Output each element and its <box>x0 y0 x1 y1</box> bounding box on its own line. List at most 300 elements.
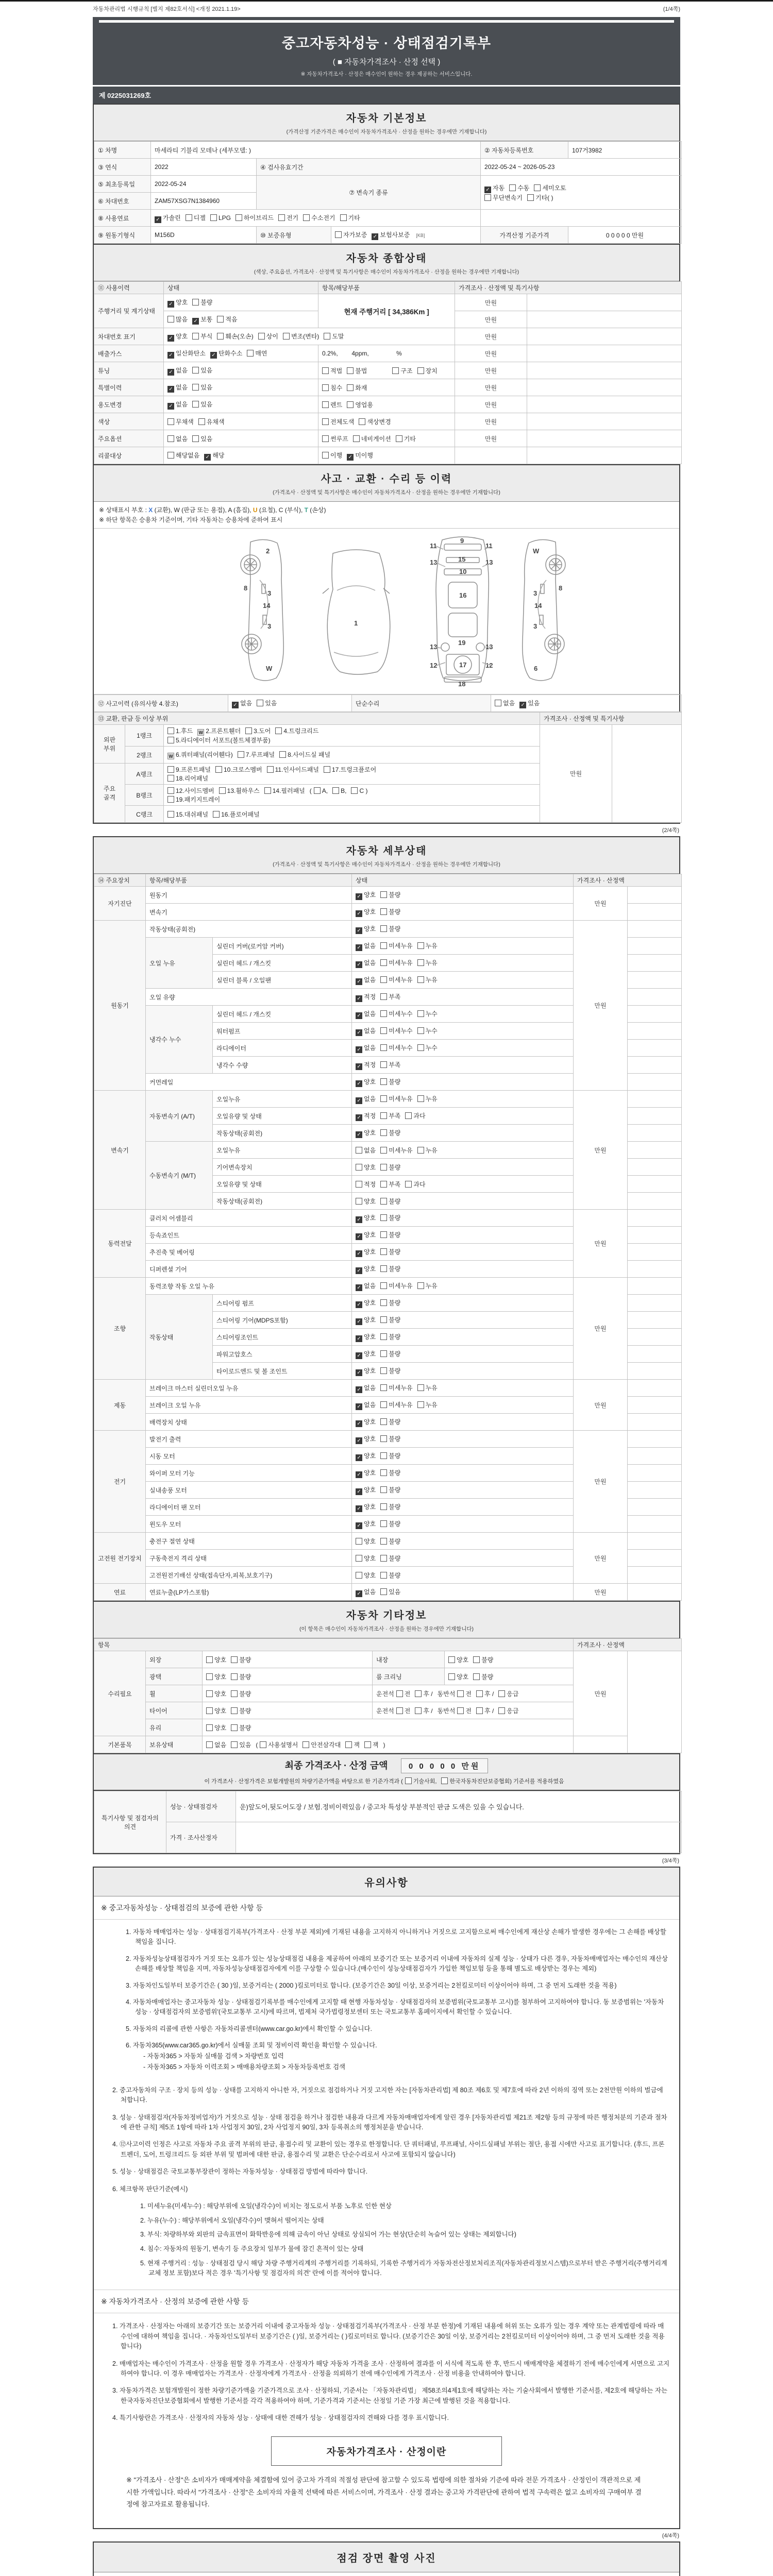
item-cell: 기어변속장치 <box>213 1159 352 1176</box>
option-label: 없음 <box>364 1401 376 1409</box>
checkbox-icon <box>303 1741 309 1748</box>
glass-label: 유리 <box>146 1719 203 1736</box>
checkbox-icon <box>448 1656 455 1663</box>
detail-col-state: 상태 <box>352 874 574 887</box>
remark-cell <box>527 430 682 447</box>
notice-item: 2. 자동차성능상태점검자가 거짓 또는 오류가 있는 성능상태점검 내용을 제공하여 아래의 보증기간 또는 보증거리 이내에 자동차의 실제 성능 · 상태가 다른 경우, 자동차매매업자는 매수인의 재산상 손해를 배상할 책임을 지며, 자동차성능상태점검자에게 이를 구상할 수 있습니다.(매수인이 성능상태점검자가 가입한 책임보험 등을 통해 별도로 배상받는 경우는 제외) <box>126 1955 668 1973</box>
option-label: 없음 <box>176 383 188 391</box>
option <box>380 1502 400 1511</box>
option-label: 양호 <box>364 1554 376 1562</box>
checkbox-icon <box>380 1078 387 1085</box>
checkbox-icon <box>415 1707 422 1714</box>
option <box>380 1485 400 1494</box>
remark-cell <box>628 1482 682 1499</box>
remark-cell <box>628 1397 682 1414</box>
legend-segment: C <box>278 506 283 514</box>
option-label: 응급 <box>507 1690 519 1698</box>
option <box>167 332 188 342</box>
document-number: 제 0225031269호 <box>93 87 680 104</box>
svg-text:12: 12 <box>485 662 493 669</box>
option-label: LPG <box>218 214 231 222</box>
fuel-label: ⑧ 사용연료 <box>94 210 151 227</box>
option-label: 구조 <box>400 367 413 375</box>
option-label: 장치 <box>425 367 438 375</box>
notice-item: 4. 특기사항란은 가격조사 · 산정자의 자동차 성능 · 상태에 대한 견해가 성능 · 상태점검자의 견해와 다를 경우 표시합니다. <box>112 2414 449 2421</box>
option-label: 상이 <box>266 332 278 340</box>
checkbox-icon <box>322 418 329 425</box>
svg-text:W: W <box>533 547 540 555</box>
state-cell <box>352 1431 574 1448</box>
option-label: 무단변속기 <box>493 194 523 201</box>
option-label: 6.쿼터패널(리어휀다) <box>176 751 233 758</box>
checkbox-icon <box>380 1044 387 1051</box>
state-cell <box>352 1584 574 1601</box>
checkbox-icon <box>206 1741 213 1748</box>
section-basic-head <box>94 105 679 141</box>
price-cell: 만원 <box>574 1533 628 1584</box>
option <box>167 434 188 443</box>
checkbox-icon <box>417 1095 424 1102</box>
option <box>356 1230 376 1240</box>
option <box>192 315 212 325</box>
checkbox-icon <box>417 1044 424 1051</box>
checkbox-icon: ✓ <box>356 1318 362 1325</box>
option-label: 기타( ) <box>535 194 553 201</box>
checkbox-icon <box>380 1282 387 1289</box>
option-label: 불량 <box>389 1163 401 1171</box>
price-cell: 만원 <box>574 1584 628 1601</box>
option-label: 훼손(오손) <box>225 332 254 340</box>
option-label: 양호 <box>457 1656 469 1664</box>
option-label: 양호 <box>364 1197 376 1205</box>
checkbox-icon: ✓ <box>232 702 239 708</box>
checkbox-icon <box>417 942 424 949</box>
checkbox-icon <box>167 796 174 803</box>
state-cell <box>352 972 574 989</box>
item-cell: 와이퍼 모터 기능 <box>146 1465 352 1482</box>
overall-col-state: 상태 <box>164 282 318 294</box>
rankA-label: A랭크 <box>125 764 164 785</box>
option <box>380 1468 400 1477</box>
option <box>356 992 376 1002</box>
special-history-options <box>164 379 318 396</box>
remark-cell <box>628 1414 682 1431</box>
option <box>345 1740 360 1749</box>
option-label: 자가보증 <box>343 231 367 239</box>
option-label: 양호 <box>364 1486 376 1494</box>
checkbox-icon <box>380 1520 387 1527</box>
engine-type-value: M156D <box>151 227 257 244</box>
checkbox-icon <box>534 184 541 191</box>
option-label: 불량 <box>389 1503 401 1511</box>
checkbox-icon <box>380 1010 387 1017</box>
color-options <box>164 413 318 430</box>
option <box>356 1468 376 1478</box>
checkbox-icon <box>380 1265 387 1272</box>
option <box>356 1434 376 1444</box>
checkbox-icon <box>380 1129 387 1136</box>
checkbox-icon <box>380 1538 387 1545</box>
option <box>396 434 416 443</box>
rank1-line2 <box>167 736 536 744</box>
checkbox-icon <box>356 1555 362 1562</box>
option-label: 양호 <box>364 1452 376 1460</box>
price-cell <box>455 447 527 464</box>
checkbox-icon <box>396 1707 403 1714</box>
checkbox-icon <box>380 1503 387 1510</box>
checkbox-icon <box>417 367 424 374</box>
option-label: 없음 <box>364 959 376 967</box>
option-label: 안전삼각대 <box>311 1741 341 1749</box>
item-cell: 충전구 절연 상태 <box>146 1533 352 1550</box>
page-meta <box>93 2 680 17</box>
option <box>356 1026 376 1036</box>
checkbox-icon <box>473 1656 480 1663</box>
option <box>231 1723 251 1732</box>
state-cell <box>352 1176 574 1193</box>
state-cell <box>352 1380 574 1397</box>
option-label: 8.사이드실 패널 <box>288 751 331 758</box>
state-cell <box>352 1142 574 1159</box>
legend-segment: ※ 상태표시 부호 : <box>99 506 149 514</box>
option-label: 세미오토 <box>542 184 566 192</box>
state-cell <box>352 1295 574 1312</box>
item-cell: 냉각수 수량 <box>213 1057 352 1074</box>
option <box>356 1180 376 1189</box>
remarks-label: 특기사항 및 점검자의 의견 <box>94 1791 166 1853</box>
option-label: 불량 <box>389 891 401 899</box>
checkbox-icon <box>417 1401 424 1408</box>
checkbox-icon <box>417 1384 424 1391</box>
option <box>167 315 188 324</box>
checkbox-icon: ✓ <box>167 335 174 342</box>
option <box>405 1180 425 1189</box>
option <box>192 332 212 341</box>
notice-subitem: - 자동차365 > 자동차 이력조회 > 매매용차량조회 > 자동차등록번호 검색 <box>143 2063 346 2071</box>
checkbox-icon: ✓ <box>356 893 362 900</box>
option-text: ( <box>256 1741 258 1749</box>
option-label: 적음 <box>225 315 238 323</box>
option <box>356 890 376 900</box>
remark-cell <box>628 1278 682 1295</box>
checkbox-icon <box>340 214 347 221</box>
option <box>380 1264 400 1273</box>
checkbox-icon: ✓ <box>356 1267 362 1274</box>
svg-text:3: 3 <box>267 622 272 630</box>
svg-text:3: 3 <box>533 589 537 597</box>
section-basic-subtitle: (가격산정 기준가격은 매수인이 자동차가격조사 · 산정을 원하는 경우에만 기재합니다) <box>286 129 487 135</box>
svg-text:11: 11 <box>485 542 493 550</box>
option-label: 적정 <box>364 993 376 1001</box>
inspector-opinion: 운)앞도어,뒷도어도장 / 보험.정비이력있음 / 중고차 특성상 부분적인 판금 도색은 있을 수 있습니다. <box>236 1791 682 1822</box>
checkbox-icon <box>219 787 226 794</box>
option <box>303 1740 341 1749</box>
option <box>356 1502 376 1512</box>
inspection-label: ④ 검사유효기간 <box>257 159 481 176</box>
option <box>380 1094 412 1103</box>
rankB-label: B랭크 <box>125 785 164 806</box>
option-label: 미세누유 <box>389 1401 413 1409</box>
remark-cell <box>628 1006 682 1023</box>
panel-price-cell: 만원 <box>540 725 612 823</box>
option-label: 기타 <box>404 435 416 443</box>
option <box>167 810 208 819</box>
option <box>356 1400 376 1410</box>
state-cell <box>352 887 574 904</box>
checkbox-icon: ✓ <box>356 1216 362 1223</box>
option <box>457 1706 472 1715</box>
legend-segment: (교환), <box>153 506 174 514</box>
option-label: 해당없음 <box>176 451 200 459</box>
main-option-types <box>318 430 455 447</box>
option <box>417 1146 438 1155</box>
option <box>380 1587 400 1596</box>
vin-value: ZAM57XSG7N1384960 <box>151 193 257 210</box>
option-label: 불량 <box>389 1350 401 1358</box>
checkbox-icon <box>356 1198 362 1205</box>
option-label: 잭 <box>372 1741 379 1749</box>
final-price-label: 최종 가격조사 · 산정 금액 <box>284 1760 388 1771</box>
option <box>167 383 188 393</box>
repair-need-group: 수리필요 <box>94 1651 146 1736</box>
usage-change-types <box>318 396 455 413</box>
option-label: 양호 <box>364 1571 376 1579</box>
state-cell <box>352 1023 574 1040</box>
option <box>206 1723 226 1732</box>
checkbox-icon <box>283 333 290 340</box>
option <box>417 1383 438 1392</box>
header-white-strip <box>99 20 674 23</box>
checkbox-icon <box>279 751 286 758</box>
option-label: 미이행 <box>355 451 373 459</box>
checkbox-icon: ✓ <box>167 403 174 410</box>
checkbox-icon <box>380 1299 387 1306</box>
option <box>210 349 242 359</box>
checkbox-icon <box>192 435 199 442</box>
checkbox-icon <box>192 401 199 408</box>
remark-cell <box>628 1533 682 1550</box>
holding-state-label: 보유상태 <box>146 1736 203 1753</box>
option <box>198 417 225 426</box>
checkbox-icon: ✓ <box>356 1284 362 1291</box>
option <box>258 332 278 341</box>
item-cell: 발전기 출력 <box>146 1431 352 1448</box>
option-label: 불량 <box>239 1656 251 1664</box>
option-label: 있음 <box>200 366 213 374</box>
final-price-note <box>99 1777 674 1785</box>
checkbox-icon: ✓ <box>167 352 174 359</box>
subgroup-cell: 오일 누유 <box>146 938 213 989</box>
notice-body <box>94 1920 679 2290</box>
rankA-line1 <box>167 765 536 774</box>
checkbox-icon <box>322 384 329 391</box>
option <box>167 750 233 759</box>
svg-text:17: 17 <box>459 661 467 669</box>
checkbox-icon: ✓ <box>356 1454 362 1461</box>
option <box>396 1706 411 1715</box>
option <box>167 417 194 426</box>
detail-col-item: 항목/해당부품 <box>146 874 352 887</box>
option-label: 보험사보증 <box>380 231 410 239</box>
checkbox-icon: ✓ <box>372 233 378 240</box>
checkbox-icon <box>380 1164 387 1171</box>
photos-head <box>94 2543 679 2572</box>
option <box>380 1383 412 1392</box>
checkbox-icon: ✓ <box>356 1352 362 1359</box>
base-price-label: 가격산정 기준가격 <box>481 227 568 244</box>
option <box>380 890 400 899</box>
option <box>380 1519 400 1528</box>
option <box>264 786 305 795</box>
option <box>206 1689 226 1698</box>
item-cell: 등속죠인트 <box>146 1227 352 1244</box>
remark-cell <box>628 1176 682 1193</box>
option <box>356 1587 376 1597</box>
notice-subtitle-2: ※ 자동차가격조사 · 산정의 보증에 관한 사항 등 <box>94 2290 679 2313</box>
option-label: 하이브리드 <box>243 214 274 222</box>
option <box>356 1332 376 1342</box>
checkbox-icon: ✓ <box>356 1488 362 1495</box>
option-label: B, <box>341 787 347 794</box>
photos-title: 점검 장면 촬영 사진 <box>337 2552 436 2564</box>
option <box>509 183 529 192</box>
remark-cell <box>628 989 682 1006</box>
section-accident-title: 사고 · 교환 · 수리 등 이력 <box>321 473 452 485</box>
document-title: 중고자동차성능 · 상태점검기록부 <box>281 36 492 51</box>
mark-legend-note: ※ 하단 항목은 승용차 기준이며, 기타 자동차는 승용차에 준하여 표시 <box>94 515 679 529</box>
option-label: C ) <box>359 787 368 794</box>
option-label: 적법 <box>330 367 343 375</box>
option <box>356 1197 376 1206</box>
option <box>206 1655 226 1664</box>
option-label: 10.크로스멤버 <box>223 766 262 773</box>
option-label: 잭 <box>354 1741 360 1749</box>
section-accident-subtitle: (가격조사 · 산정액 및 특기사항은 매수인이 자동차가격조사 · 산정을 원하는 경우에만 기재합니다) <box>273 489 500 496</box>
checkbox-icon <box>206 1673 213 1680</box>
legend-segment: (판금 또는 용접), <box>179 506 228 514</box>
checkbox-icon <box>167 435 174 442</box>
checkbox-icon: ✓ <box>356 1080 362 1087</box>
checkbox-icon <box>322 435 329 442</box>
option <box>167 786 214 795</box>
option <box>167 349 206 359</box>
option-label: 양호 <box>364 1163 376 1171</box>
option <box>347 366 367 375</box>
checkbox-icon: ✓ <box>167 301 174 308</box>
state-cell <box>352 1499 574 1516</box>
checkbox-icon: ✓ <box>356 910 362 917</box>
remark-cell <box>628 1125 682 1142</box>
option <box>322 434 348 443</box>
checkbox-icon: ✓ <box>519 702 526 708</box>
option <box>484 183 505 193</box>
subgroup-cell: 수동변속기 (M/T) <box>146 1142 213 1210</box>
option-label: 누유 <box>425 1146 438 1154</box>
checkbox-icon <box>380 1248 387 1255</box>
checkbox-icon: ✓ <box>356 1029 362 1036</box>
option-label: 없음 <box>364 1384 376 1392</box>
option <box>527 193 553 202</box>
checkbox-icon <box>380 1095 387 1102</box>
remark-cell <box>628 904 682 921</box>
remark-cell <box>628 1584 682 1601</box>
state-cell <box>352 1346 574 1363</box>
state-cell <box>352 1312 574 1329</box>
checkbox-icon <box>380 1588 387 1595</box>
option <box>380 1060 400 1069</box>
state-cell <box>352 1244 574 1261</box>
option <box>335 230 367 239</box>
inspector-label: 성능 · 상태점검자 <box>166 1791 236 1822</box>
state-cell <box>352 1210 574 1227</box>
option <box>356 1146 376 1155</box>
polish-options <box>203 1668 373 1685</box>
option <box>380 1451 400 1460</box>
price-cell: 만원 <box>574 887 628 921</box>
option-label: 후 / <box>423 1707 433 1715</box>
option <box>356 1417 376 1427</box>
option-label: 양호 <box>364 1078 376 1086</box>
etc-price-cell: 만원 <box>574 1651 628 1736</box>
option-label: 불량 <box>389 1520 401 1528</box>
option-label: 불량 <box>389 1452 401 1460</box>
device-group: 원동기 <box>94 921 146 1091</box>
special-history-label: 특별이력 <box>94 379 164 396</box>
option-label: 없음 <box>364 1282 376 1290</box>
checkbox-icon <box>167 775 174 782</box>
diagram-side-right <box>523 539 565 681</box>
option-label: 16.플로어패널 <box>221 810 260 818</box>
appraiser-opinion <box>236 1822 682 1853</box>
checkbox-icon: ✓ <box>167 386 174 393</box>
option-label: 있음 <box>389 1588 401 1596</box>
state-cell <box>352 1550 574 1567</box>
option <box>167 366 188 376</box>
checkbox-icon <box>267 766 274 773</box>
item-cell: 시동 모터 <box>146 1448 352 1465</box>
usage-change-options <box>164 396 318 413</box>
option-label: 양호 <box>457 1673 469 1681</box>
svg-text:13: 13 <box>485 558 493 566</box>
checkbox-icon: ✓ <box>167 369 174 376</box>
option-label: 없음 <box>364 1027 376 1035</box>
price-cell: 만원 <box>574 1210 628 1278</box>
option-text: 동반석 <box>437 1707 456 1715</box>
legend-segment: W <box>174 506 180 514</box>
state-cell <box>352 1006 574 1023</box>
option <box>204 451 224 461</box>
checkbox-icon: ✓ <box>356 1471 362 1478</box>
option <box>380 1571 400 1580</box>
svg-text:8: 8 <box>244 584 248 592</box>
option <box>238 750 275 759</box>
basic-info-table <box>94 141 682 244</box>
option <box>356 958 376 968</box>
option-label: 불량 <box>389 1129 401 1137</box>
option <box>356 1009 376 1019</box>
option-label: 없음 <box>364 1146 376 1154</box>
option-label: 후 / <box>484 1707 494 1715</box>
price-cell: 만원 <box>455 311 527 328</box>
checkbox-icon <box>498 1690 505 1697</box>
remark-cell <box>628 1448 682 1465</box>
option-label: 없음 <box>364 1010 376 1018</box>
option-label: 과다 <box>413 1112 426 1120</box>
warranty-label: ⑩ 보증유형 <box>257 227 331 244</box>
option-label: 17.트렁크플로어 <box>331 766 377 773</box>
remark-cell <box>527 294 682 311</box>
remark-cell <box>628 1142 682 1159</box>
